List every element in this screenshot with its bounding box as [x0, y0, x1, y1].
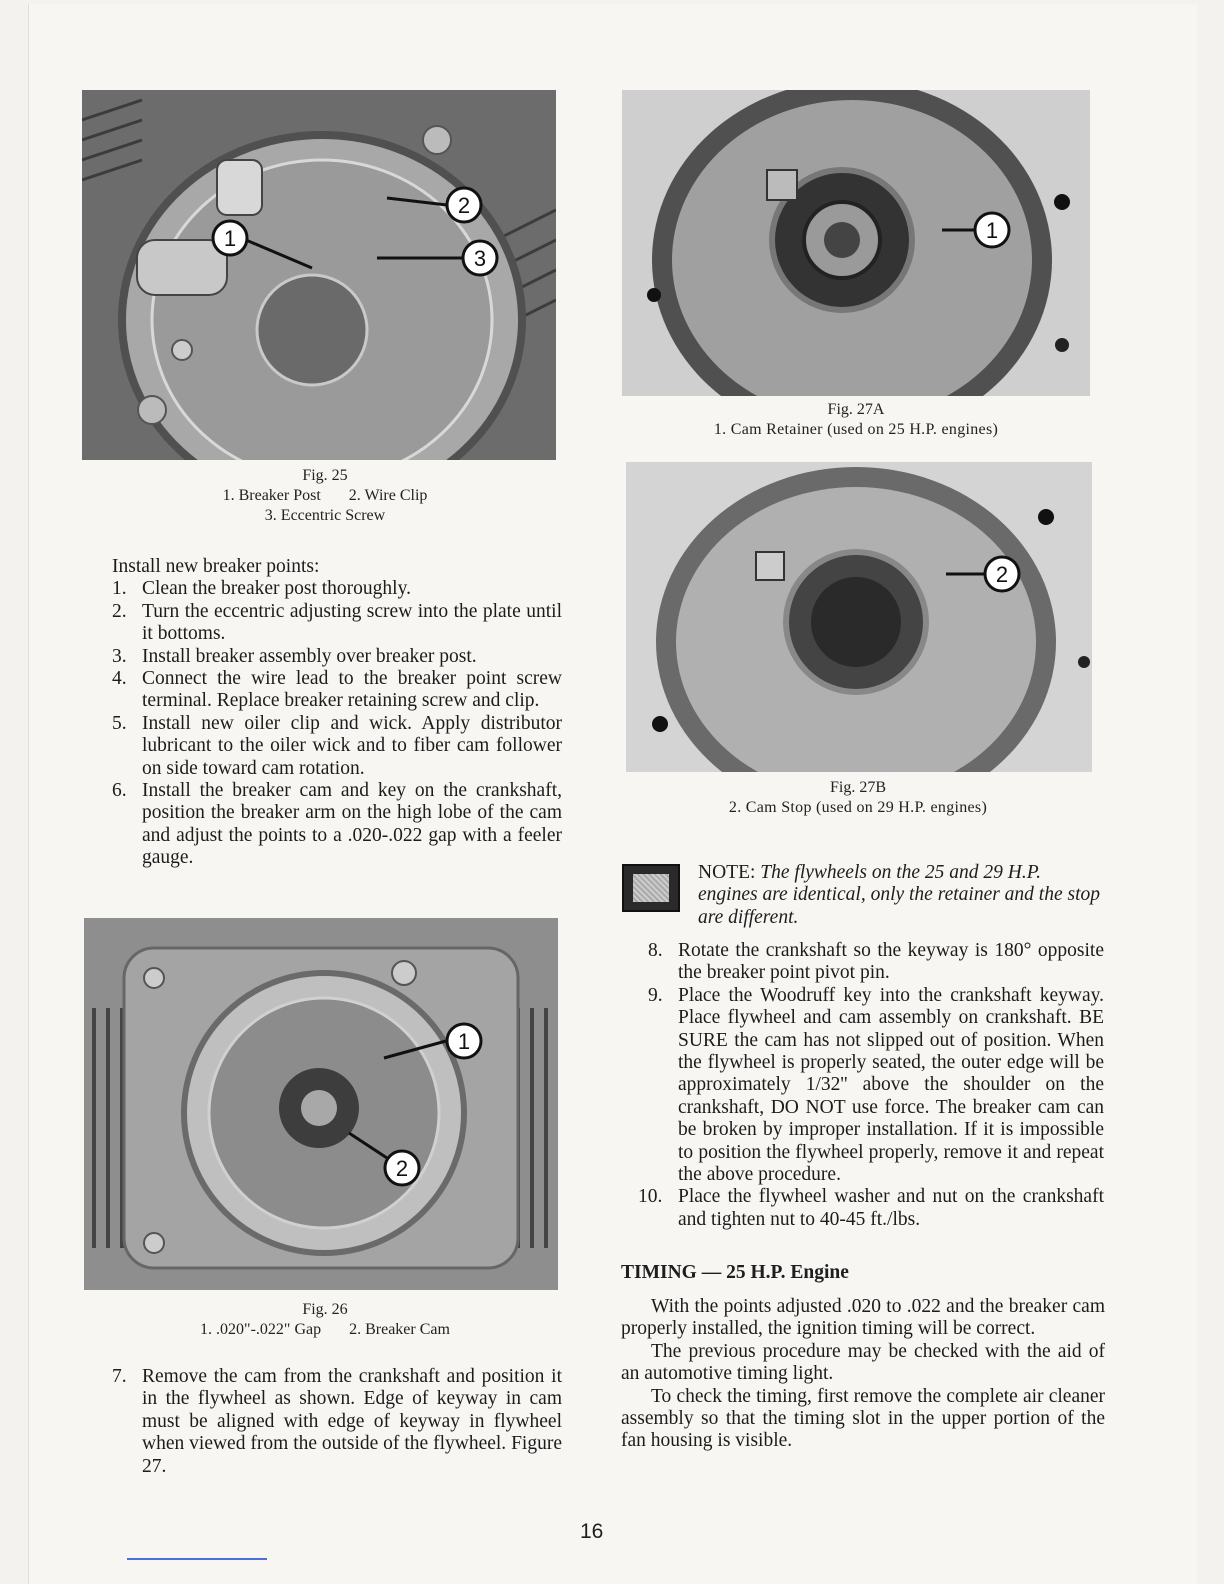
fig26-caption — [130, 1300, 520, 1340]
step-8-text: Rotate the crankshaft so the keyway is 180° opposite the breaker point pivot pin. — [678, 940, 1104, 984]
step-1-text: Clean the breaker post thoroughly. — [142, 578, 411, 600]
fig25-callout-2: 2 — [457, 193, 471, 218]
fig27a-item-1: 1. Cam Retainer (used on 25 H.P. engines) — [713, 421, 999, 438]
step-10 — [638, 1186, 1104, 1231]
step-3 — [112, 646, 562, 668]
timing-heading: TIMING — 25 H.P. Engine — [621, 1262, 849, 1283]
step-4-text: Connect the wire lead to the breaker point screw terminal. Replace breaker retaining screw and clip. — [142, 668, 562, 712]
fig25-item-1: 1. Breaker Post — [222, 487, 321, 504]
fig27b-label: Fig. 27B — [829, 779, 886, 796]
timing-paragraphs — [621, 1296, 1105, 1453]
fig25-callout-3: 3 — [473, 246, 487, 271]
step-3-num: 3. — [112, 645, 127, 667]
step-4 — [112, 668, 562, 713]
step-9-num: 9. — [648, 984, 663, 1006]
step-7-num: 7. — [112, 1366, 127, 1387]
fig26-item-2: 2. Breaker Cam — [349, 1321, 450, 1338]
fig25-caption — [140, 466, 510, 526]
timing-paragraph-2: The previous procedure may be checked with the aid of an automotive timing light. — [621, 1340, 1105, 1385]
fig27a-caption — [626, 400, 1086, 440]
right-instructions — [638, 940, 1104, 1231]
left-instructions — [112, 556, 562, 870]
note — [698, 862, 1104, 929]
fig26-callout-1: 1 — [457, 1029, 471, 1054]
fig27b-illustration — [626, 462, 1092, 772]
fig25-label: Fig. 25 — [302, 467, 348, 484]
note-prefix: NOTE: — [698, 862, 756, 883]
step-2 — [112, 601, 562, 646]
fig27a-callout-1: 1 — [985, 218, 999, 243]
step-2-text: Turn the eccentric adjusting screw into the plate until it bottoms. — [142, 600, 562, 645]
fig26-label: Fig. 26 — [302, 1301, 348, 1318]
step-8-num: 8. — [648, 940, 663, 961]
fig27b-photo — [626, 462, 1092, 772]
instructions-intro: Install new breaker points: — [112, 556, 320, 577]
step-10-text: Place the flywheel washer and nut on the crankshaft and tighten nut to 40-45 ft./lbs. — [678, 1186, 1104, 1230]
step-5 — [112, 713, 562, 780]
step-1-num: 1. — [112, 578, 127, 600]
step-9 — [648, 985, 1104, 1187]
fig27a-photo — [622, 90, 1090, 396]
fig27b-item-2: 2. Cam Stop (used on 29 H.P. engines) — [728, 799, 988, 816]
step-7-block — [112, 1366, 562, 1478]
note-icon — [622, 864, 680, 912]
fig26-photo — [84, 918, 558, 1290]
step-5-text: Install new oiler clip and wick. Apply distributor lubricant to the oiler wick and to fiber cam follower on side toward cam rotation. — [142, 712, 562, 779]
step-8 — [648, 940, 1104, 985]
page-number: 16 — [580, 1520, 604, 1543]
fig27b-callout-2: 2 — [995, 562, 1009, 587]
timing-paragraph-3: To check the timing, first remove the complete air cleaner assembly so that the timing slot in the upper portion of the fan housing is visible. — [621, 1385, 1105, 1452]
step-4-num: 4. — [112, 668, 127, 690]
fig27a-label: Fig. 27A — [827, 401, 885, 418]
step-2-num: 2. — [112, 600, 127, 622]
step-7-text: Remove the cam from the crankshaft and position it in the flywheel as shown. Edge of keyway in cam must be aligned with edge of keyway in flywheel when viewed from the outside of the flywheel. Figure 27. — [142, 1366, 562, 1477]
step-7 — [112, 1366, 562, 1478]
fig26-item-1: 1. .020"-.022" Gap — [200, 1321, 322, 1338]
step-6 — [112, 780, 562, 870]
fig26-illustration — [84, 918, 558, 1290]
fig25-item-3: 3. Eccentric Screw — [264, 507, 386, 524]
footer-rule — [127, 1558, 267, 1560]
step-6-text: Install the breaker cam and key on the crankshaft, position the breaker arm on the high lobe of the cam and adjust the points to a .020-.022 gap with a feeler gauge. — [142, 780, 562, 869]
fig26-callout-2: 2 — [395, 1156, 409, 1181]
fig27b-caption — [630, 778, 1086, 818]
fig25-callout-1: 1 — [223, 226, 237, 251]
steps-1-6 — [112, 578, 562, 869]
fig25-item-2: 2. Wire Clip — [348, 487, 428, 504]
step-3-text: Install breaker assembly over breaker post. — [142, 645, 477, 667]
step-5-num: 5. — [112, 712, 127, 734]
step-6-num: 6. — [112, 780, 127, 802]
step-9-text: Place the Woodruff key into the crankshaft keyway. Place flywheel and cam assembly on crankshaft. BE SURE the cam has not slipped out of position. When the flywheel is properly seated, the outer edge will be approximately 1/32'' above the shoulder on the crankshaft, DO NOT use force. The breaker cam can be broken by improper installation. If it is impossible to position the flywheel properly, remove it and repeat the above procedure. — [678, 984, 1104, 1186]
fig25-illustration — [82, 90, 556, 460]
step-1 — [112, 578, 562, 600]
fig27a-illustration — [622, 90, 1090, 396]
timing-paragraph-1: With the points adjusted .020 to .022 and the breaker cam properly installed, the ignition timing will be correct. — [621, 1296, 1105, 1340]
fig25-photo — [82, 90, 556, 460]
note-text: The flywheels on the 25 and 29 H.P. engines are identical, only the retainer and the stop are different. — [698, 862, 1101, 928]
step-10-num: 10. — [638, 1186, 663, 1208]
